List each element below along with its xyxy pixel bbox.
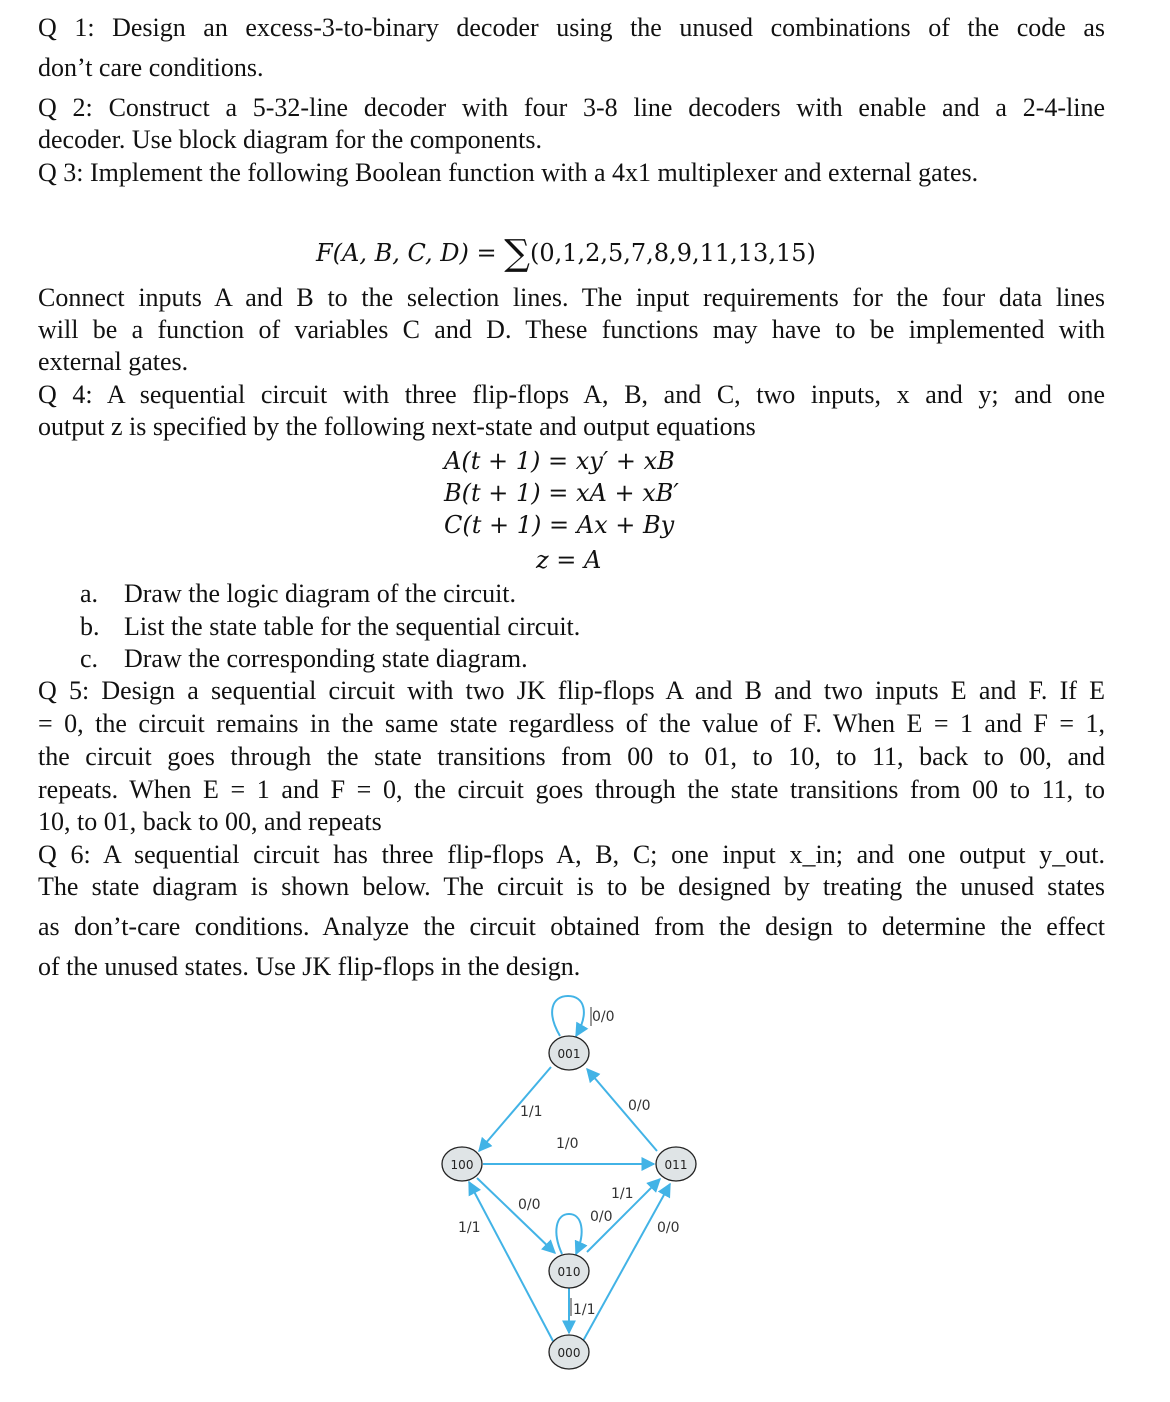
- q3-line-4: external gates.: [38, 347, 189, 376]
- state-node-100: [442, 1147, 482, 1181]
- label-010-to-000: 1/1: [573, 1302, 596, 1318]
- q3-line-2: Connect inputs A and B to the selection lines. The input requirements for the four data lines: [38, 283, 1105, 312]
- state-label-001: 001: [557, 1047, 581, 1061]
- label-011-to-001: 0/0: [628, 1098, 651, 1114]
- q1-line-2: don’t care conditions.: [38, 53, 264, 82]
- label-010-to-011: 1/1: [611, 1186, 634, 1202]
- q4-item-a-text: Draw the logic diagram of the circuit.: [124, 579, 517, 608]
- state-node-011: [656, 1147, 696, 1181]
- q5-line-4: repeats. When E = 1 and F = 0, the circuit goes through the state transitions from 00 to 11, to: [38, 775, 1105, 804]
- q6-line-2: The state diagram is shown below. The circuit is to be designed by treating the unused states: [38, 872, 1105, 901]
- edge-self-010: [556, 1214, 581, 1254]
- edge-000-to-011: [583, 1184, 670, 1341]
- q4-item-b-text: List the state table for the sequential circuit.: [124, 612, 581, 641]
- edge-100-to-010: [477, 1178, 555, 1253]
- q2-line-1: Q 2: Construct a 5-32-line decoder with four 3-8 line decoders with enable and a 2-4-line: [38, 93, 1105, 122]
- state-label-010: 010: [557, 1265, 581, 1279]
- q4-item-c-marker: c.: [80, 644, 99, 673]
- q3-formula-lhs: F(A, B, C, D) =: [316, 239, 497, 267]
- q3-formula-sigma: ∑: [504, 233, 530, 274]
- q4-line-2: output z is specified by the following next-state and output equations: [38, 412, 756, 441]
- state-node-010: [549, 1254, 589, 1288]
- state-label-011: 011: [664, 1158, 688, 1172]
- q4-item-b-marker: b.: [80, 612, 100, 641]
- q5-line-1: Q 5: Design a sequential circuit with two JK flip-flops A and B and two inputs E and F. If E: [38, 676, 1105, 705]
- q4-eq-1: A(t + 1) = xy′ + xB: [444, 447, 675, 475]
- q3-line-3: will be a function of variables C and D. These functions may have to be implemented with: [38, 315, 1105, 344]
- q4-line-1: Q 4: A sequential circuit with three flip-flops A, B, and C, two inputs, x and y; and one: [38, 380, 1105, 409]
- label-000-to-011: 0/0: [657, 1220, 680, 1236]
- q4-eq-2: B(t + 1) = xA + xB′: [444, 479, 679, 507]
- label-100-to-010: 0/0: [518, 1197, 541, 1213]
- state-node-000: [549, 1335, 589, 1369]
- label-000-to-100: 1/1: [458, 1220, 481, 1236]
- state-label-100: 100: [450, 1158, 474, 1172]
- label-self-010: 0/0: [590, 1209, 613, 1225]
- edge-self-001: [552, 996, 584, 1036]
- q6-line-1: Q 6: A sequential circuit has three flip-flops A, B, C; one input x_in; and one output y_out.: [38, 840, 1105, 869]
- q5-line-3: the circuit goes through the state transitions from 00 to 01, to 10, to 11, back to 00, and: [38, 742, 1105, 771]
- q4-item-c-text: Draw the corresponding state diagram.: [124, 644, 528, 673]
- q4-eq-3: C(t + 1) = Ax + By: [444, 511, 675, 539]
- q6-line-3: as don’t-care conditions. Analyze the circuit obtained from the design to determine the effect: [38, 912, 1105, 941]
- label-001-to-100: 1/1: [520, 1104, 543, 1120]
- q3-line-1: Q 3: Implement the following Boolean function with a 4x1 multiplexer and external gates.: [38, 158, 979, 187]
- label-100-to-011: 1/0: [556, 1136, 579, 1152]
- state-label-000: 000: [557, 1346, 581, 1360]
- q4-item-a-marker: a.: [80, 579, 99, 608]
- q1-line-1: Q 1: Design an excess-3-to-binary decoder using the unused combinations of the code as: [38, 13, 1105, 42]
- q6-line-4: of the unused states. Use JK flip-flops in the design.: [38, 952, 581, 981]
- q5-line-5: 10, to 01, back to 00, and repeats: [38, 807, 382, 836]
- state-node-001: [549, 1036, 589, 1070]
- q3-formula-rhs: (0,1,2,5,7,8,9,11,13,15): [529, 239, 816, 267]
- q2-line-2: decoder. Use block diagram for the components.: [38, 125, 542, 154]
- label-self-001: 0/0: [592, 1009, 615, 1025]
- q4-eq-4: z = A: [536, 546, 602, 574]
- q5-line-2: = 0, the circuit remains in the same state regardless of the value of F. When E = 1 and F = 1,: [38, 709, 1105, 738]
